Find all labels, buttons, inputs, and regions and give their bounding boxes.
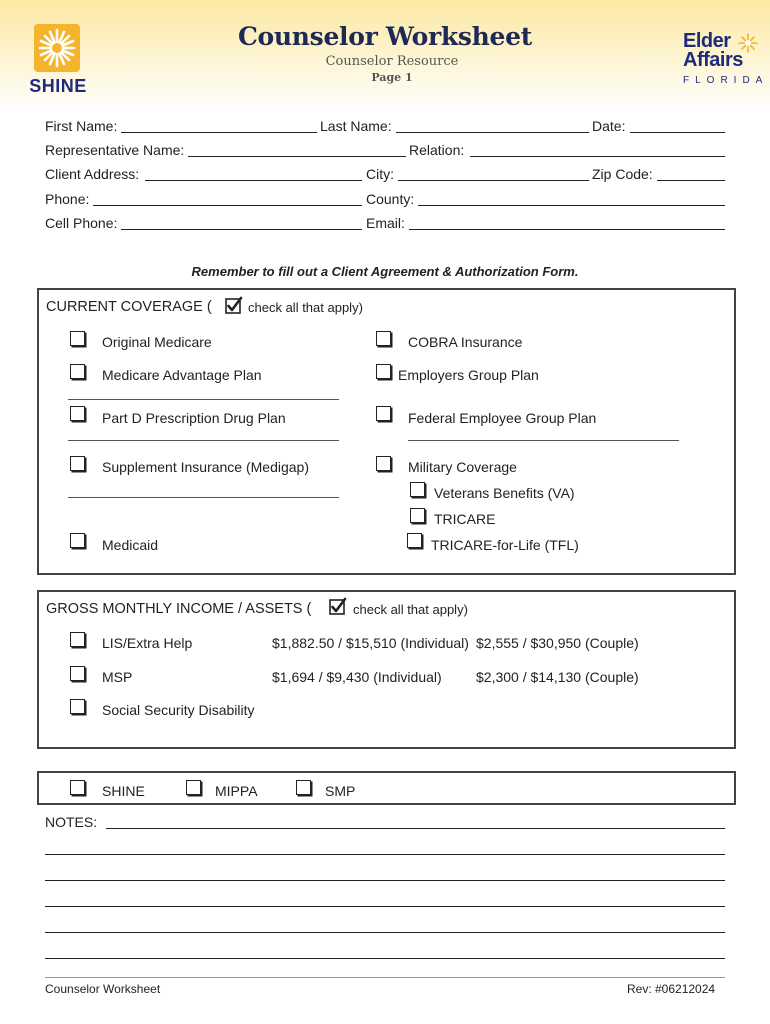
lis-extra-help-checkbox[interactable] <box>70 632 85 647</box>
supplement-line[interactable] <box>68 497 339 498</box>
page-title: Counselor Worksheet <box>237 22 533 51</box>
medicare-advantage-line[interactable] <box>68 399 339 400</box>
last-name-field[interactable] <box>396 132 589 133</box>
ss-disability-checkbox[interactable] <box>70 699 85 714</box>
part-d-checkbox[interactable] <box>70 406 85 421</box>
tricare-checkbox[interactable] <box>410 508 425 523</box>
reminder-text: Remember to fill out a Client Agreement & Authorization Form. <box>191 264 579 279</box>
cobra-checkbox[interactable] <box>376 331 391 346</box>
medicare-advantage-label: Medicare Advantage Plan <box>102 367 262 383</box>
cell-phone-field[interactable] <box>121 229 362 230</box>
supplement-checkbox[interactable] <box>70 456 85 471</box>
shine-checkbox[interactable] <box>70 780 85 795</box>
supplement-label: Supplement Insurance (Medigap) <box>102 459 310 475</box>
shine-label: SHINE <box>102 783 145 799</box>
phone-field[interactable] <box>93 205 362 206</box>
elder-logo-line2: Affairs <box>683 49 743 71</box>
footer-right: Rev: #06212024 <box>627 982 716 996</box>
elder-logo-florida: FLORIDA <box>683 75 769 86</box>
checked-box-icon <box>224 296 244 321</box>
veterans-label: Veterans Benefits (VA) <box>434 485 575 501</box>
notes-line[interactable] <box>45 932 725 933</box>
notes-line[interactable] <box>106 828 725 829</box>
representative-name-label: Representative Name: <box>45 142 185 158</box>
last-name-label: Last Name: <box>320 118 392 134</box>
medicaid-checkbox[interactable] <box>70 533 85 548</box>
notes-line[interactable] <box>45 906 725 907</box>
msp-checkbox[interactable] <box>70 666 85 681</box>
military-label: Military Coverage <box>408 459 517 475</box>
veterans-checkbox[interactable] <box>410 482 425 497</box>
smp-checkbox[interactable] <box>296 780 311 795</box>
page-number: Page 1 <box>371 71 413 84</box>
military-checkbox[interactable] <box>376 456 391 471</box>
tricare-life-label: TRICARE-for-Life (TFL) <box>431 537 579 553</box>
client-address-field[interactable] <box>145 180 362 181</box>
email-field[interactable] <box>409 229 725 230</box>
original-medicare-checkbox[interactable] <box>70 331 85 346</box>
date-field[interactable] <box>630 132 725 133</box>
footer-divider <box>45 977 725 978</box>
lis-couple-limit: $2,555 / $30,950 (Couple) <box>476 635 639 651</box>
smp-label: SMP <box>325 783 356 799</box>
coverage-title-suffix: check all that apply) <box>248 300 363 315</box>
client-address-label: Client Address: <box>45 166 140 182</box>
original-medicare-label: Original Medicare <box>102 334 212 350</box>
county-field[interactable] <box>418 205 725 206</box>
employers-group-checkbox[interactable] <box>376 364 391 379</box>
checked-box-icon <box>328 597 348 622</box>
income-title-suffix: check all that apply) <box>353 602 468 617</box>
relation-label: Relation: <box>409 142 465 158</box>
phone-label: Phone: <box>45 191 90 207</box>
elder-logo-line1: Elder <box>683 30 731 52</box>
page-subtitle: Counselor Resource <box>325 54 459 69</box>
federal-employee-checkbox[interactable] <box>376 406 391 421</box>
first-name-field[interactable] <box>121 132 317 133</box>
lis-extra-help-label: LIS/Extra Help <box>102 635 193 651</box>
notes-line[interactable] <box>45 958 725 959</box>
tricare-label: TRICARE <box>434 511 496 527</box>
income-title: GROSS MONTHLY INCOME / ASSETS ( <box>46 601 312 617</box>
county-label: County: <box>366 191 415 207</box>
city-label: City: <box>366 166 394 182</box>
mippa-checkbox[interactable] <box>186 780 201 795</box>
cobra-label: COBRA Insurance <box>408 334 523 350</box>
part-d-label: Part D Prescription Drug Plan <box>102 410 286 426</box>
sun-icon <box>738 33 758 58</box>
federal-employee-line[interactable] <box>408 440 679 441</box>
zip-code-label: Zip Code: <box>592 166 653 182</box>
shine-logo-text: SHINE <box>29 76 87 96</box>
federal-employee-label: Federal Employee Group Plan <box>408 410 597 426</box>
city-field[interactable] <box>398 180 589 181</box>
notes-line[interactable] <box>45 854 725 855</box>
zip-code-field[interactable] <box>657 180 725 181</box>
representative-name-field[interactable] <box>188 156 406 157</box>
tricare-life-checkbox[interactable] <box>407 533 422 548</box>
coverage-title: CURRENT COVERAGE ( <box>46 299 212 315</box>
elder-affairs-logo <box>683 32 743 70</box>
notes-label: NOTES: <box>45 814 98 830</box>
medicare-advantage-checkbox[interactable] <box>70 364 85 379</box>
employers-group-label: Employers Group Plan <box>398 367 539 383</box>
notes-line[interactable] <box>45 880 725 881</box>
relation-field[interactable] <box>470 156 725 157</box>
part-d-line[interactable] <box>68 440 339 441</box>
msp-couple-limit: $2,300 / $14,130 (Couple) <box>476 669 639 685</box>
mippa-label: MIPPA <box>215 783 258 799</box>
msp-label: MSP <box>102 669 133 685</box>
date-label: Date: <box>592 118 626 134</box>
email-label: Email: <box>366 215 405 231</box>
lis-individual-limit: $1,882.50 / $15,510 (Individual) <box>272 635 469 651</box>
footer-left: Counselor Worksheet <box>45 982 161 996</box>
medicaid-label: Medicaid <box>102 537 159 553</box>
first-name-label: First Name: <box>45 118 118 134</box>
msp-individual-limit: $1,694 / $9,430 (Individual) <box>272 669 442 685</box>
ss-disability-label: Social Security Disability <box>102 702 255 718</box>
cell-phone-label: Cell Phone: <box>45 215 118 231</box>
